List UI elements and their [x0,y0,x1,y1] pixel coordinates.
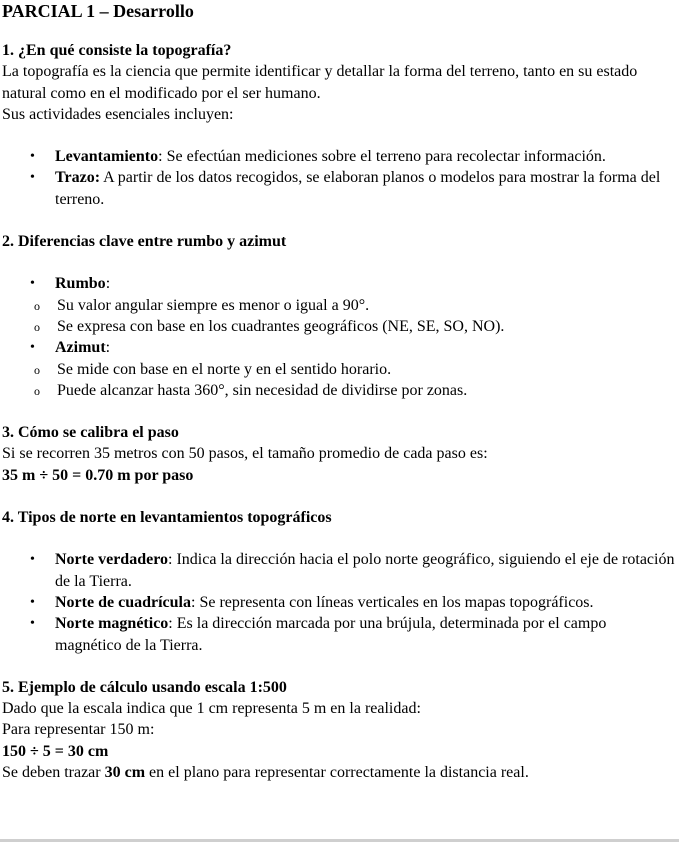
north-types-list [2,549,679,655]
term-separator: : [105,339,111,357]
section-heading: 1. ¿En qué consiste la topografía? [2,42,232,59]
term-separator: : [158,148,163,166]
bullet-icon: • [30,616,35,632]
item-text: Se efectúan mediciones sobre el terreno para recolectar información. [162,148,606,166]
paragraph: Si se recorren 35 metros con 50 pasos, el tamaño promedio de cada paso es: [2,445,488,463]
page-title: PARCIAL 1 – Desarrollo [2,1,194,21]
spacer [2,486,679,507]
list-item [2,146,679,167]
sub-item-text: Puede alcanzar hasta 360°, sin necesidad de dividirse por zonas. [57,381,468,399]
term-separator: : [168,615,173,633]
circle-bullet-icon: o [34,383,40,398]
spacer [2,401,679,422]
term: Norte verdadero [55,551,168,569]
term: Trazo: [55,169,101,187]
section-topografia [2,40,679,210]
spacer [2,252,679,273]
list-item [2,273,679,294]
sub-item [2,359,679,380]
formula [2,465,679,486]
term: Levantamiento [55,148,159,166]
circle-bullet-icon: o [34,298,40,313]
differences-list [2,273,679,294]
term: Norte magnético [55,615,169,633]
sub-item-text: Se expresa con base en los cuadrantes geográficos (NE, SE, SO, NO). [57,317,505,335]
azimut-sublist [2,359,679,402]
formula-text: 150 ÷ 5 = 30 cm [2,742,109,760]
formula [2,741,679,762]
section-heading: 3. Cómo se calibra el paso [2,424,179,442]
sub-item [2,295,679,316]
list-item [2,337,679,358]
text-run: en el plano para representar correctamente la distancia real. [145,764,529,782]
list-item [2,592,679,613]
bullet-icon: • [30,149,35,165]
page-bottom-divider [0,839,679,842]
term: Norte de cuadrícula [55,593,191,611]
spacer [2,656,679,677]
term: Azimut [55,339,106,357]
item-text: Se representa con líneas verticales en los mapas topográficos. [195,593,594,611]
activities-list [2,146,679,210]
paragraph: Sus actividades esenciales incluyen: [2,105,234,123]
paragraph: La topografía es la ciencia que permite identificar y detallar la forma del terreno, tanto en su estado natural como en el modificado por el ser humano. [2,63,638,102]
bullet-icon: • [30,552,35,568]
section-rumbo-azimut [2,231,679,401]
sub-item [2,316,679,337]
paragraph: Dado que la escala indica que 1 cm representa 5 m en la realidad: [2,700,421,718]
bullet-icon: • [30,276,35,292]
text-run: Se deben trazar [2,764,105,782]
bullet-icon: • [30,594,35,610]
spacer [2,528,679,549]
paragraph [2,762,679,783]
section-heading: 4. Tipos de norte en levantamientos topográficos [2,509,332,527]
section-tipos-norte [2,507,679,656]
list-item [2,167,679,210]
spacer [2,22,679,40]
sub-item-text: Su valor angular siempre es menor o igual a 90°. [57,296,370,314]
formula-text: 35 m ÷ 50 = 0.70 m por paso [2,466,194,484]
term-separator: : [190,593,196,611]
item-text: Es la dirección marcada por una brújula, determinada por el campo magnético de la Tierra. [55,615,607,654]
spacer [2,210,679,231]
list-item [2,613,679,656]
bullet-icon: • [30,170,35,186]
sub-item [2,380,679,401]
rumbo-sublist [2,295,679,338]
term-separator: : [168,551,173,569]
differences-list [2,337,679,358]
term: Rumbo [55,275,106,293]
paragraph: Para representar 150 m: [2,721,155,739]
section-calibra-paso [2,422,679,486]
item-text: A partir de los datos recogidos, se elaboran planos o modelos para mostrar la forma del terreno. [55,169,661,208]
sub-item-text: Se mide con base en el norte y en el sentido horario. [57,360,392,378]
section-heading: 2. Diferencias clave entre rumbo y azimut [2,233,287,251]
item-text: Indica la dirección hacia el polo norte geográfico, siguiendo el eje de rotación de la Tierra. [55,551,675,590]
section-escala [2,677,679,783]
circle-bullet-icon: o [34,362,40,377]
spacer [2,125,679,146]
term-separator: : [105,275,111,293]
list-item [2,549,679,592]
circle-bullet-icon: o [34,319,40,334]
bullet-icon: • [30,340,35,356]
section-heading: 5. Ejemplo de cálculo usando escala 1:500 [2,678,287,696]
emphasis: 30 cm [104,764,146,782]
